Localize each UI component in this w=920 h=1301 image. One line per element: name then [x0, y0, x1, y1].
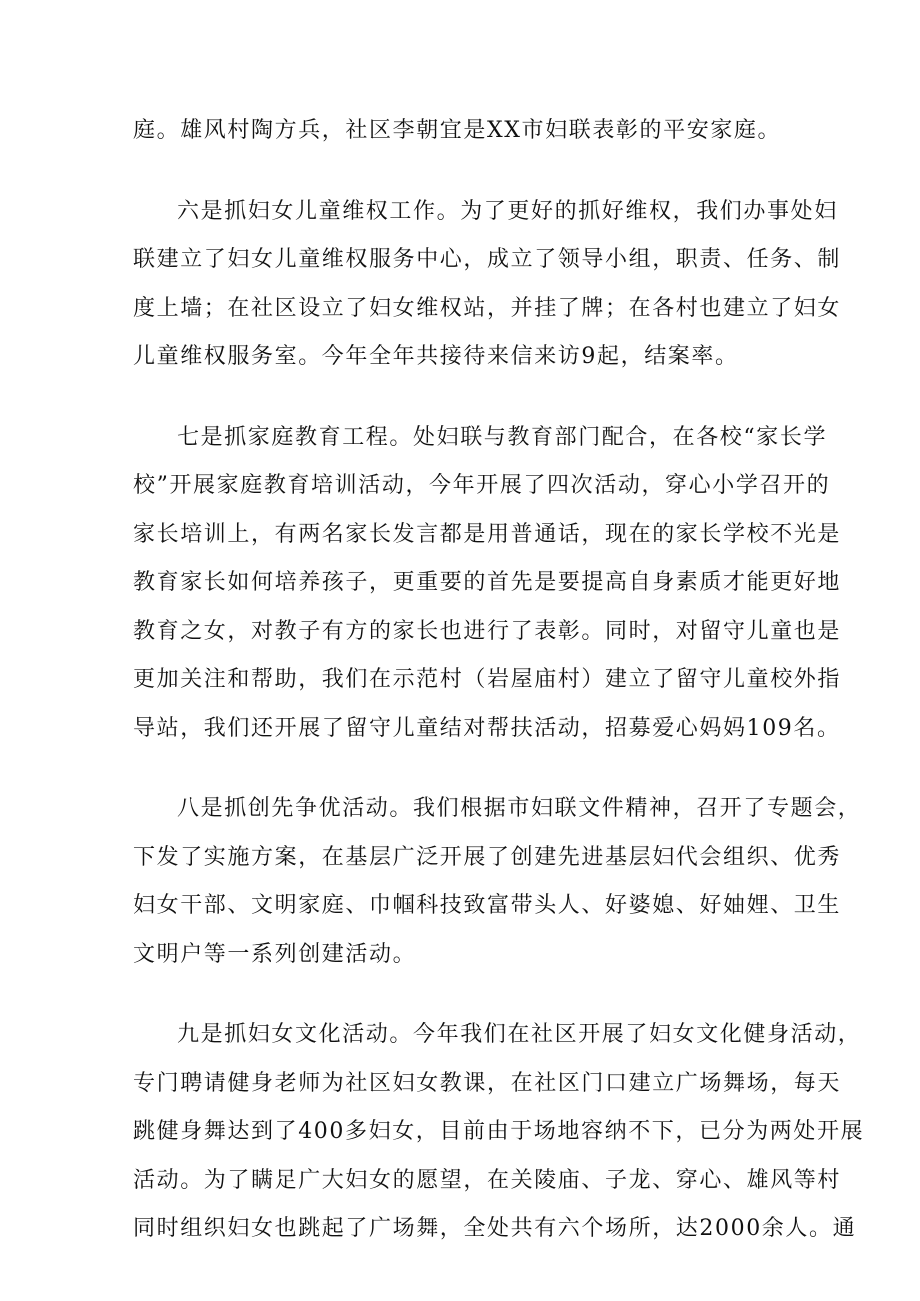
paragraph-cultural-activity [133, 1011, 865, 1254]
text-line: 度上墙；在社区设立了妇女维权站，并挂了牌；在各村也建立了妇女 [133, 295, 842, 321]
paragraph-rights-protection [133, 188, 842, 382]
text-line: 八是抓创先争优活动。我们根据市妇联文件精神，召开了专题会， [177, 796, 862, 821]
paragraph-continuation [133, 107, 793, 156]
text-line: 七是抓家庭教育工程。处妇联与教育部门配合，在各校“家长学 [177, 424, 828, 450]
text-line: 更加关注和帮助，我们在示范村（岩屋庙村）建立了留守儿童校外指 [133, 667, 842, 692]
paragraph-gap [133, 757, 793, 785]
paragraph-gap [133, 983, 793, 1011]
text-line: 教育家长如何培养孩子，更重要的首先是要提高自身素质才能更好地 [133, 570, 842, 595]
paragraph-excellence-activity [133, 785, 862, 979]
text-line: 九是抓妇女文化活动。今年我们在社区开展了妇女文化健身活动， [177, 1022, 862, 1047]
text-line: 儿童维权服务室。今年全年共接待来信来访9起，结案率。 [133, 344, 739, 369]
text-line: 导站，我们还开展了留守儿童结对帮扶活动，招募爱心妈妈109名。 [133, 715, 841, 741]
document-body [133, 107, 865, 1258]
text-line: 教育之女，对教子有方的家长也进行了表彰。同时，对留守儿童也是 [133, 618, 842, 644]
paragraph-gap [133, 386, 793, 414]
paragraph-family-education [133, 414, 842, 754]
text-line: 同时组织妇女也跳起了广场舞，全处共有六个场所，达2000余人。通 [133, 1216, 857, 1241]
text-line: 联建立了妇女儿童维权服务中心，成立了领导小组，职责、任务、制 [133, 247, 842, 272]
paragraph-gap [133, 160, 793, 188]
text-line: 校”开展家庭教育培训活动，今年开展了四次活动，穿心小学召开的 [133, 473, 831, 498]
text-line: 庭。雄风村陶方兵，社区李朝宜是XX市妇联表彰的平安家庭。 [133, 118, 782, 143]
text-line: 跳健身舞达到了400多妇女，目前由于场地容纳不下，已分为两处开展 [133, 1119, 865, 1144]
text-line: 下发了实施方案，在基层广泛开展了创建先进基层妇代会组织、优秀 [133, 844, 842, 870]
text-line: 专门聘请健身老师为社区妇女教课，在社区门口建立广场舞场，每天 [133, 1070, 842, 1096]
text-line: 活动。为了瞒足广大妇女的愿望，在关陵庙、子龙、穿心、雄风等村 [133, 1167, 842, 1193]
text-line: 妇女干部、文明家庭、巾帼科技致富带头人、好婆媳、好妯娌、卫生 [133, 893, 842, 918]
text-line: 六是抓妇女儿童维权工作。为了更好的抓好维权，我们办事处妇 [177, 198, 838, 224]
text-line: 家长培训上，有两名家长发言都是用普通话，现在的家长学校不光是 [133, 521, 842, 547]
text-line: 文明户等一系列创建活动。 [133, 941, 417, 967]
